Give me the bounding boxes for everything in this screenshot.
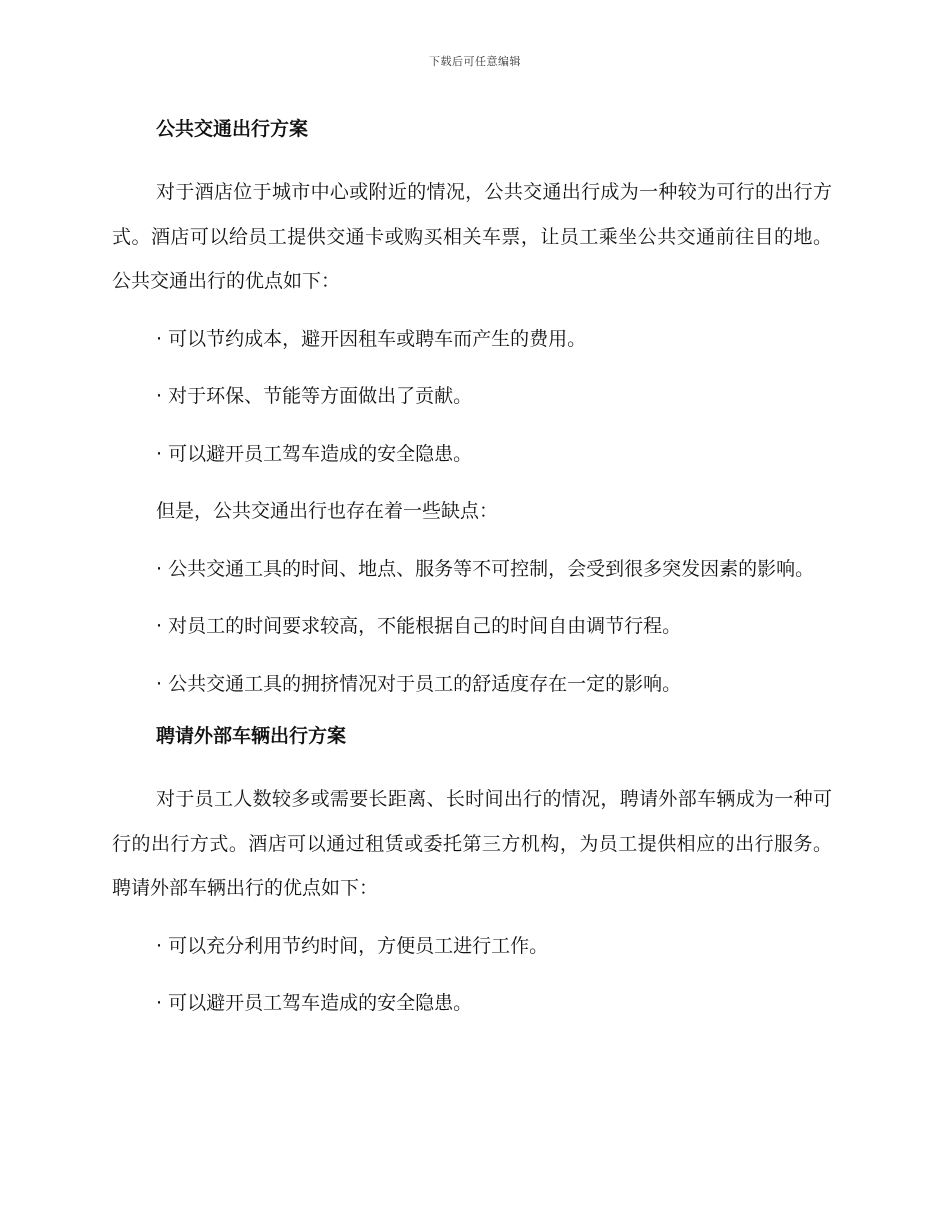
section-intro-paragraph: 对于酒店位于城市中心或附近的情况，公共交通出行成为一种较为可行的出行方式。酒店可以给员工提供交通卡或购买相关车票，让员工乘坐公共交通前往目的地。公共交通出行的优点如下： <box>112 181 832 292</box>
advantage-item: · 可以节约成本，避开因租车或聘车而产生的费用。 <box>156 327 587 350</box>
advantage-item: · 可以避开员工驾车造成的安全隐患。 <box>156 442 473 465</box>
disadvantage-item: · 对员工的时间要求较高，不能根据自己的时间自由调节行程。 <box>156 615 682 637</box>
section-heading: 公共交通出行方案 <box>156 118 309 140</box>
advantage-item: · 可以充分利用节约时间，方便员工进行工作。 <box>156 934 549 957</box>
section-heading: 聘请外部车辆出行方案 <box>156 725 347 747</box>
page-header: 下载后可任意编辑 <box>429 55 521 68</box>
advantage-item: · 可以避开员工驾车造成的安全隐患。 <box>156 992 473 1014</box>
document-body <box>112 112 832 1039</box>
disadvantage-item: · 公共交通工具的时间、地点、服务等不可控制，会受到很多突发因素的影响。 <box>156 557 815 580</box>
disadvantage-item: · 公共交通工具的拥挤情况对于员工的舒适度存在一定的影响。 <box>156 672 682 695</box>
disadvantage-intro-paragraph: 但是，公共交通出行也存在着一些缺点： <box>156 500 499 522</box>
advantage-item: · 对于环保、节能等方面做出了贡献。 <box>156 385 473 407</box>
section-intro-paragraph: 对于员工人数较多或需要长距离、长时间出行的情况，聘请外部车辆成为一种可行的出行方式。酒店可以通过租赁或委托第三方机构，为员工提供相应的出行服务。聘请外部车辆出行的优点如下： <box>112 788 832 899</box>
